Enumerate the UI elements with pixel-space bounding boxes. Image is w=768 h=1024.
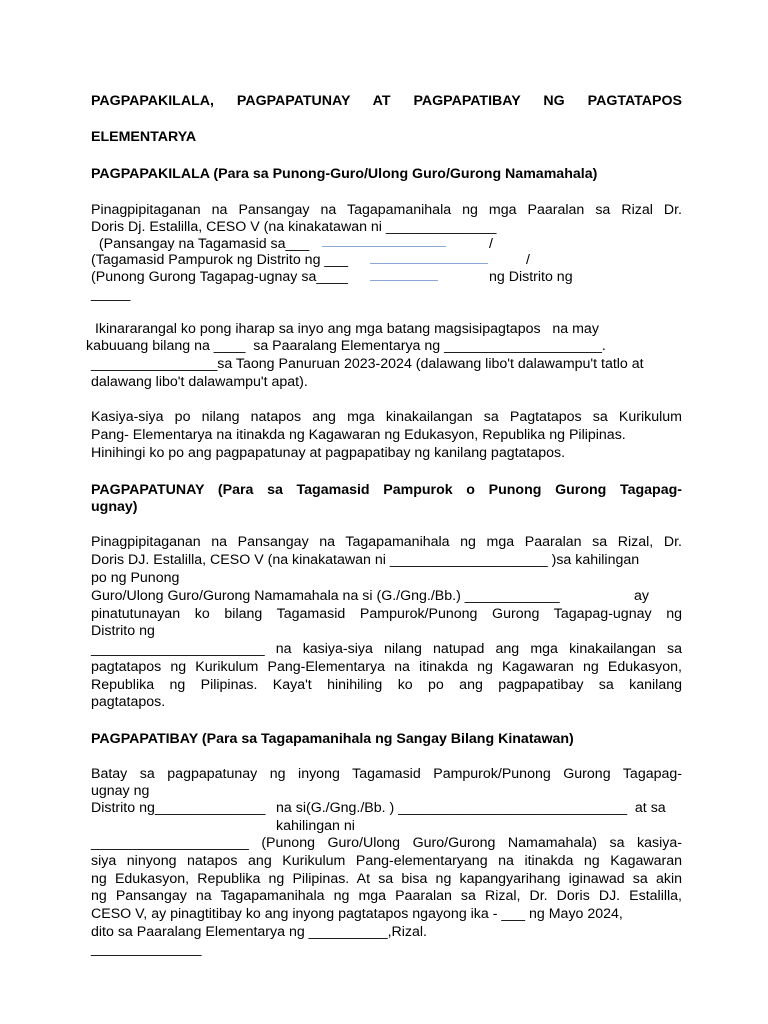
s1-p1-slash-2: / bbox=[526, 252, 530, 268]
s1-p2-line-4: dalawang libo't dalawampu't apat). bbox=[91, 374, 308, 390]
section-2-title-line-1: PAGPAPATUNAY (Para sa Tagamasid Pampurok o Punong Gurong Tagapag- bbox=[91, 482, 682, 498]
blank-line bbox=[322, 246, 446, 247]
signature-line: ______________ bbox=[91, 941, 202, 957]
blank-line bbox=[370, 263, 488, 264]
s3-p1-line-8: ng Pansangay na Tagapamanihala ng mga Paaralan sa Rizal, Dr. Doris DJ. Estalilla, bbox=[91, 888, 682, 904]
s1-p2-line-1: Ikinararangal ko pong iharap sa inyo ang mga batang magsisipagtapos na may bbox=[91, 321, 599, 337]
s1-p1-line-5: (Punong Gurong Tagapag-ugnay sa____ bbox=[91, 269, 348, 285]
s3-p1-line-7: ng Edukasyon, Republika ng Pilipinas. At sa bisa ng kapangyarihang iginawad sa akin bbox=[91, 871, 682, 887]
s2-p1-line-1: Pinagpipitaganan na Pansangay na Tagapamanihala ng mga Paaralan sa Rizal, Dr. bbox=[91, 534, 682, 550]
s2-p1-line-8: pagtatapos ng Kurikulum Pang-Elementarya na itinakda ng Kagawaran ng Edukasyon, bbox=[91, 659, 682, 675]
section-1-title: PAGPAPAKILALA (Para sa Punong-Guro/Ulong Guro/Gurong Namamahala) bbox=[91, 166, 598, 182]
document-title-line-2: ELEMENTARYA bbox=[91, 129, 197, 145]
s2-p1-ay: ay bbox=[634, 588, 649, 604]
s1-p3-line-3: Hinihingi ko po ang pagpapatunay at pagpapatibay ng kanilang pagtatapos. bbox=[91, 445, 566, 461]
s1-p1-line-4: (Tagamasid Pampurok ng Distrito ng ___ bbox=[91, 252, 349, 268]
s2-p1-line-3: po ng Punong bbox=[91, 570, 180, 586]
section-2-title-line-2: ugnay) bbox=[91, 499, 138, 515]
s2-p1-line-6: Distrito ng bbox=[91, 623, 155, 639]
s2-p1-line-9: Republika ng Pilipinas. Kaya't hinihiling ko po ang pagpapatibay sa kanilang bbox=[91, 677, 682, 693]
document-title-line-1: PAGPAPAKILALA, PAGPAPATUNAY AT PAGPAPATIBAY NG PAGTATAPOS bbox=[91, 93, 682, 109]
s2-p1-line-10: pagtatapos. bbox=[91, 694, 166, 710]
s1-p1-line-3: (Pansangay na Tagamasid sa___ bbox=[91, 236, 310, 252]
s3-p1-line-3b: na si(G./Gng./Bb. ) _____________________________ at sa bbox=[276, 800, 666, 816]
s1-p2-line-3: ________________sa Taong Panuruan 2023-2024 (dalawang libo't dalawampu't tatlo at bbox=[91, 356, 644, 372]
s1-p1-line-2: Doris Dj. Estalilla, CESO V (na kinakatawan ni ______________ bbox=[91, 219, 497, 235]
s2-p1-line-7: ______________________ na kasiya-siya nilang natupad ang mga kinakailangan sa bbox=[91, 641, 682, 657]
s2-p1-line-4: Guro/Ulong Guro/Gurong Namamahala na si (G./Gng./Bb.) ____________ bbox=[91, 588, 560, 604]
s3-p1-line-5: ____________________ (Punong Guro/Ulong Guro/Gurong Namamahala) sa kasiya- bbox=[91, 835, 682, 851]
section-3-title: PAGPAPATIBAY (Para sa Tagapamanihala ng Sangay Bilang Kinatawan) bbox=[91, 731, 574, 747]
s3-p1-line-6: siya ninyong natapos ang Kurikulum Pang-elementaryang na itinakda ng Kagawaran bbox=[91, 853, 682, 869]
s1-p2-line-2: kabuuang bilang na ____ sa Paaralang Elementarya ng ____________________. bbox=[86, 338, 606, 354]
s3-p1-line-4: kahilingan ni bbox=[276, 818, 355, 834]
s1-p1-line-1: Pinagpipitaganan na Pansangay na Tagapamanihala ng mga Paaralan sa Rizal Dr. bbox=[91, 202, 682, 218]
s3-p1-line-9: CESO V, ay pinagtitibay ko ang inyong pagtatapos ngayong ika - ___ ng Mayo 2024, bbox=[91, 906, 623, 922]
s3-p1-line-3: Distrito ng______________ bbox=[91, 800, 266, 816]
s1-p1-line-6: _____ bbox=[91, 286, 131, 302]
s2-p1-line-2: Doris DJ. Estalilla, CESO V (na kinakatawan ni ____________________ )sa kahilingan bbox=[91, 552, 640, 568]
s3-p1-line-1: Batay sa pagpapatunay ng inyong Tagamasid Pampurok/Punong Gurong Tagapag- bbox=[91, 766, 682, 782]
blank-line bbox=[370, 280, 438, 281]
s1-p1-slash-1: / bbox=[489, 236, 493, 252]
s3-p1-line-10: dito sa Paaralang Elementarya ng __________,Rizal. bbox=[91, 924, 427, 940]
s1-p3-line-1: Kasiya-siya po nilang natapos ang mga kinakailangan sa Pagtatapos sa Kurikulum bbox=[91, 409, 682, 425]
s3-p1-line-2: ugnay ng bbox=[91, 783, 150, 799]
s2-p1-line-5: pinatutunayan ko bilang Tagamasid Pampurok/Punong Gurong Tagapag-ugnay ng bbox=[91, 606, 682, 622]
s1-p1-distrito: ng Distrito ng bbox=[489, 269, 573, 285]
s1-p3-line-2: Pang- Elementarya na itinakda ng Kagawaran ng Edukasyon, Republika ng Pilipinas. bbox=[91, 427, 626, 443]
